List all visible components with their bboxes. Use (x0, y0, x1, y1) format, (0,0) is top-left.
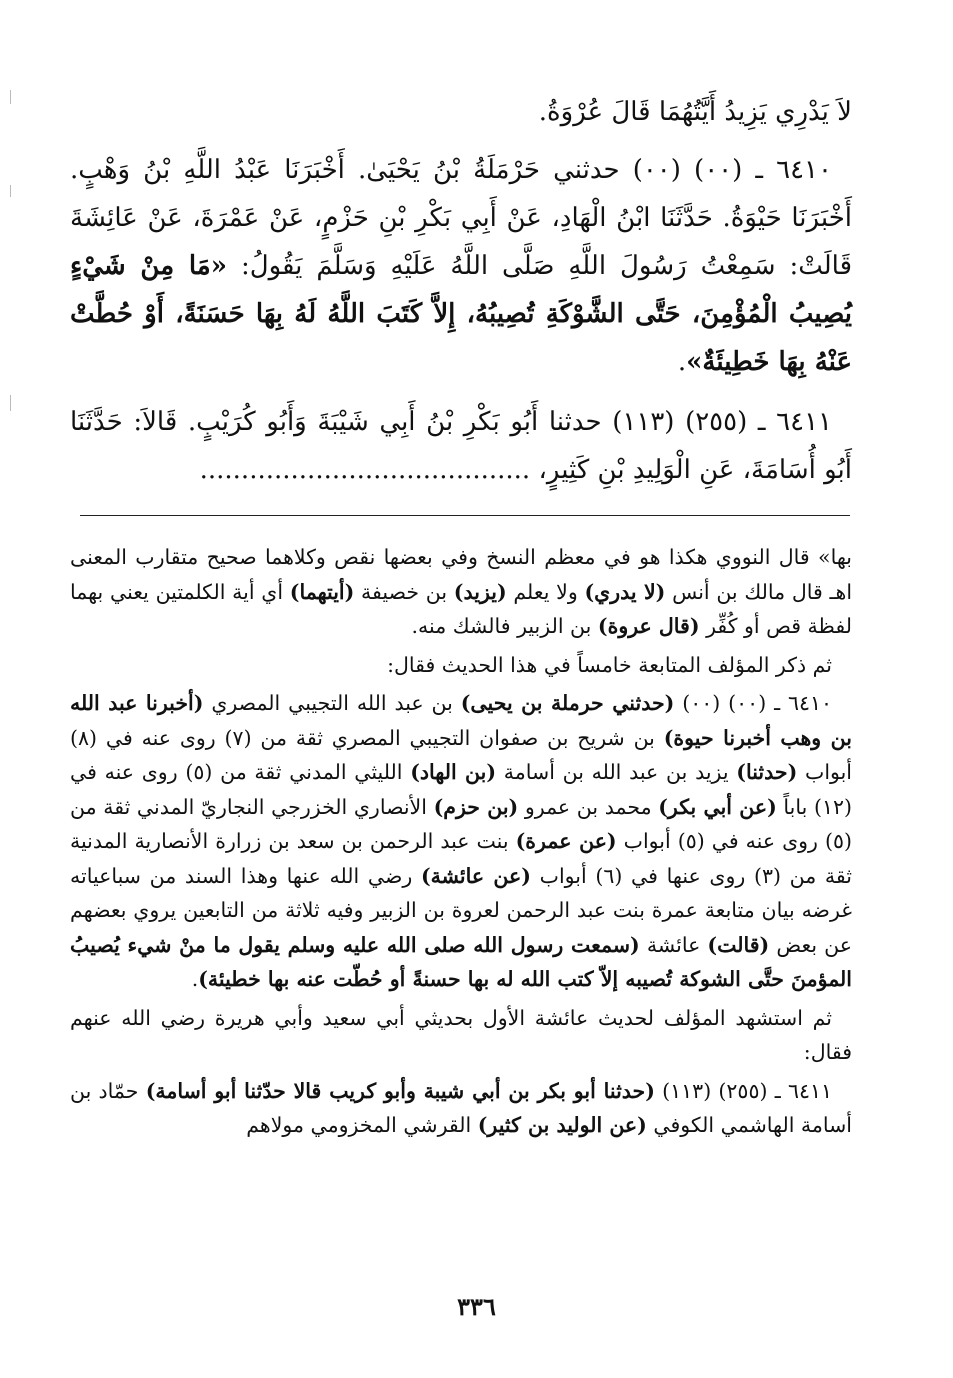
bold-segment: (قالت) (707, 932, 770, 957)
main-text (70, 88, 852, 506)
text-segment: ٦٤١٠ ـ (٠٠) (٠٠) (674, 691, 833, 715)
commentary-p3 (70, 686, 852, 997)
bold-segment: (حدثنا أبو بكر بن أبي شيبة وأبو كريب قالا حدّثنا أبو أسامة) (145, 1078, 655, 1103)
page-number: ٣٣٦ (457, 1292, 496, 1321)
bold-segment: (أيتهما) (289, 579, 355, 604)
hadith-6411: ٦٤١١ ـ (٢٥٥) (١١٣) حدثنا أَبُو بَكْرِ بْنُ أَبِي شَيْبَةَ وَأَبُو كُرَيْبٍ. قَالاَ: حَدَّثَنَا أَبُو أُسَامَةَ، عَنِ الْوَلِيدِ بْنِ كَثِيرٍ، ........................................ (70, 407, 852, 485)
text-segment: محمد بن عمرو (518, 794, 659, 819)
text-segment: بن شريح بن صفوان التجيبي المصري ثقة من (٧) روى عنه في (٨) أبواب (70, 725, 853, 784)
text-segment: ٦٤١١ ـ (٢٥٥) (١١٣) (654, 1078, 832, 1103)
bold-segment: (بن حزم) (433, 794, 519, 819)
bold-segment: (بن الهاد) (410, 760, 497, 784)
commentary-p1 (70, 540, 852, 644)
commentary-p4: ثم استشهد المؤلف لحديث عائشة الأول بحديثي أبي سعيد وأبي هريرة رضي الله عنهم فقال: (70, 1005, 852, 1064)
bold-segment: (عن أبي بكر) (658, 794, 777, 819)
text-segment: أي أية الكلمتين يعني بهما لفظة قص أو كُفِّر (70, 579, 852, 638)
scan-margin-mark (10, 90, 11, 104)
text-segment: بن الزبير فالشك منه. (411, 614, 598, 638)
bold-segment: (عن عمرة) (515, 829, 617, 853)
scan-margin-mark (10, 395, 11, 411)
bold-segment: (يزيد) (453, 579, 507, 604)
footnote-divider (80, 515, 850, 516)
bold-segment: (حدثنا) (736, 760, 798, 784)
scan-margin-mark (10, 185, 11, 197)
hadith-6410-end: . (677, 347, 687, 377)
text-segment: الليثي المدني ثقة من (٥) روى عنه في (١٢) باباً (70, 760, 853, 819)
commentary (70, 540, 852, 1147)
text-segment: ولا يعلم (506, 579, 585, 604)
text-segment: القرشي المخزومي مولاهم (246, 1113, 478, 1137)
text-segment: بن عبد الله التجيبي المصري (203, 691, 461, 715)
bold-segment: (حدثني حرملة بن يحيى) (460, 691, 675, 715)
text-segment: بها» قال النووي هكذا هو في معظم النسخ وفي بعضها نقص وكلاهما صحيح متقارب المعنى اهـ قال مالك بن أنس (70, 545, 853, 604)
text-segment: بنت عبد الرحمن بن سعد بن زرارة الأنصارية المدنية ثقة من (٣) روى عنها في (٦) أبواب (70, 829, 852, 888)
commentary-p2: ثم ذكر المؤلف المتابعة خامساً في هذا الحديث فقال: (387, 652, 832, 677)
main-line-top: لاَ يَدْرِي يَزِيدُ أَيَّتُهُمَا قَالَ عُرْوَةُ. (538, 97, 852, 127)
bold-segment: (عن الوليد بن كثير) (477, 1113, 647, 1137)
bold-segment: (سمعت رسول الله صلى الله عليه وسلم يقول ما منْ شيء يُصيبُ المؤمنَ حتَّى الشوكة تُصيبه إلاّ كتب الله له بها حسنةً أو حُطّت عنه بها خطيئة) (70, 932, 852, 991)
text-segment: يزيد بن عبد الله بن أسامة (496, 760, 737, 784)
commentary-p5 (70, 1074, 852, 1143)
hadith-6410-text: «مَا مِنْ شَيْءٍ يُصِيبُ الْمُؤْمِنَ، حَتَّى الشَّوْكَةِ تُصِيبُهُ، إِلاَّ كَتَبَ اللَّهُ لَهُ بِهَا حَسَنَةً، أَوْ حُطَّتْ عَنْهُ بِهَا خَطِيئَةٌ» (70, 251, 852, 377)
text-segment: عائشة (639, 932, 708, 957)
bold-segment: (لا يدري) (584, 579, 666, 604)
text-segment: . (191, 967, 199, 991)
text-segment: الأنصاري الخزرجي النجاريّ المدني ثقة من (٥) روى عنه في (٥) أبواب (70, 794, 852, 853)
bold-segment: (قال عروة) (597, 614, 700, 638)
bold-segment: (عن عائشة) (420, 863, 531, 888)
text-segment: بن خصيفة (354, 579, 454, 604)
hadith-6410-chain: ٦٤١٠ ـ (٠٠) (٠٠) حدثني حَرْمَلَةُ بْنُ يَحْيَىٰ. أَخْبَرَنَا عَبْدُ اللَّهِ بْنُ وَهْبٍ. أَخْبَرَنَا حَيْوَةُ. حَدَّثَنَا ابْنُ الْهَادِ، عَنْ أَبِي بَكْرِ بْنِ حَزْمٍ، عَنْ عَمْرَةَ، عَنْ عَائِشَةَ قَالَتْ: سَمِعْتُ رَسُولَ اللَّهِ صَلَّى اللَّهُ عَلَيْهِ وَسَلَّمَ يَقُولُ: (70, 155, 853, 281)
hadith-6410 (70, 146, 852, 386)
text-segment: رضي الله عنها وهذا السند من سباعياته غرضه بيان متابعة عمرة بنت عبد الرحمن لعروة بن الزبير وفيه ثلاثة من التابعين يروي بعضهم عن بعض (70, 863, 852, 957)
text-segment: حمّاد بن أسامة الهاشمي الكوفي (70, 1078, 852, 1137)
bold-segment: (أخبرنا عبد الله بن وهب أخبرنا حيوة) (70, 691, 852, 750)
